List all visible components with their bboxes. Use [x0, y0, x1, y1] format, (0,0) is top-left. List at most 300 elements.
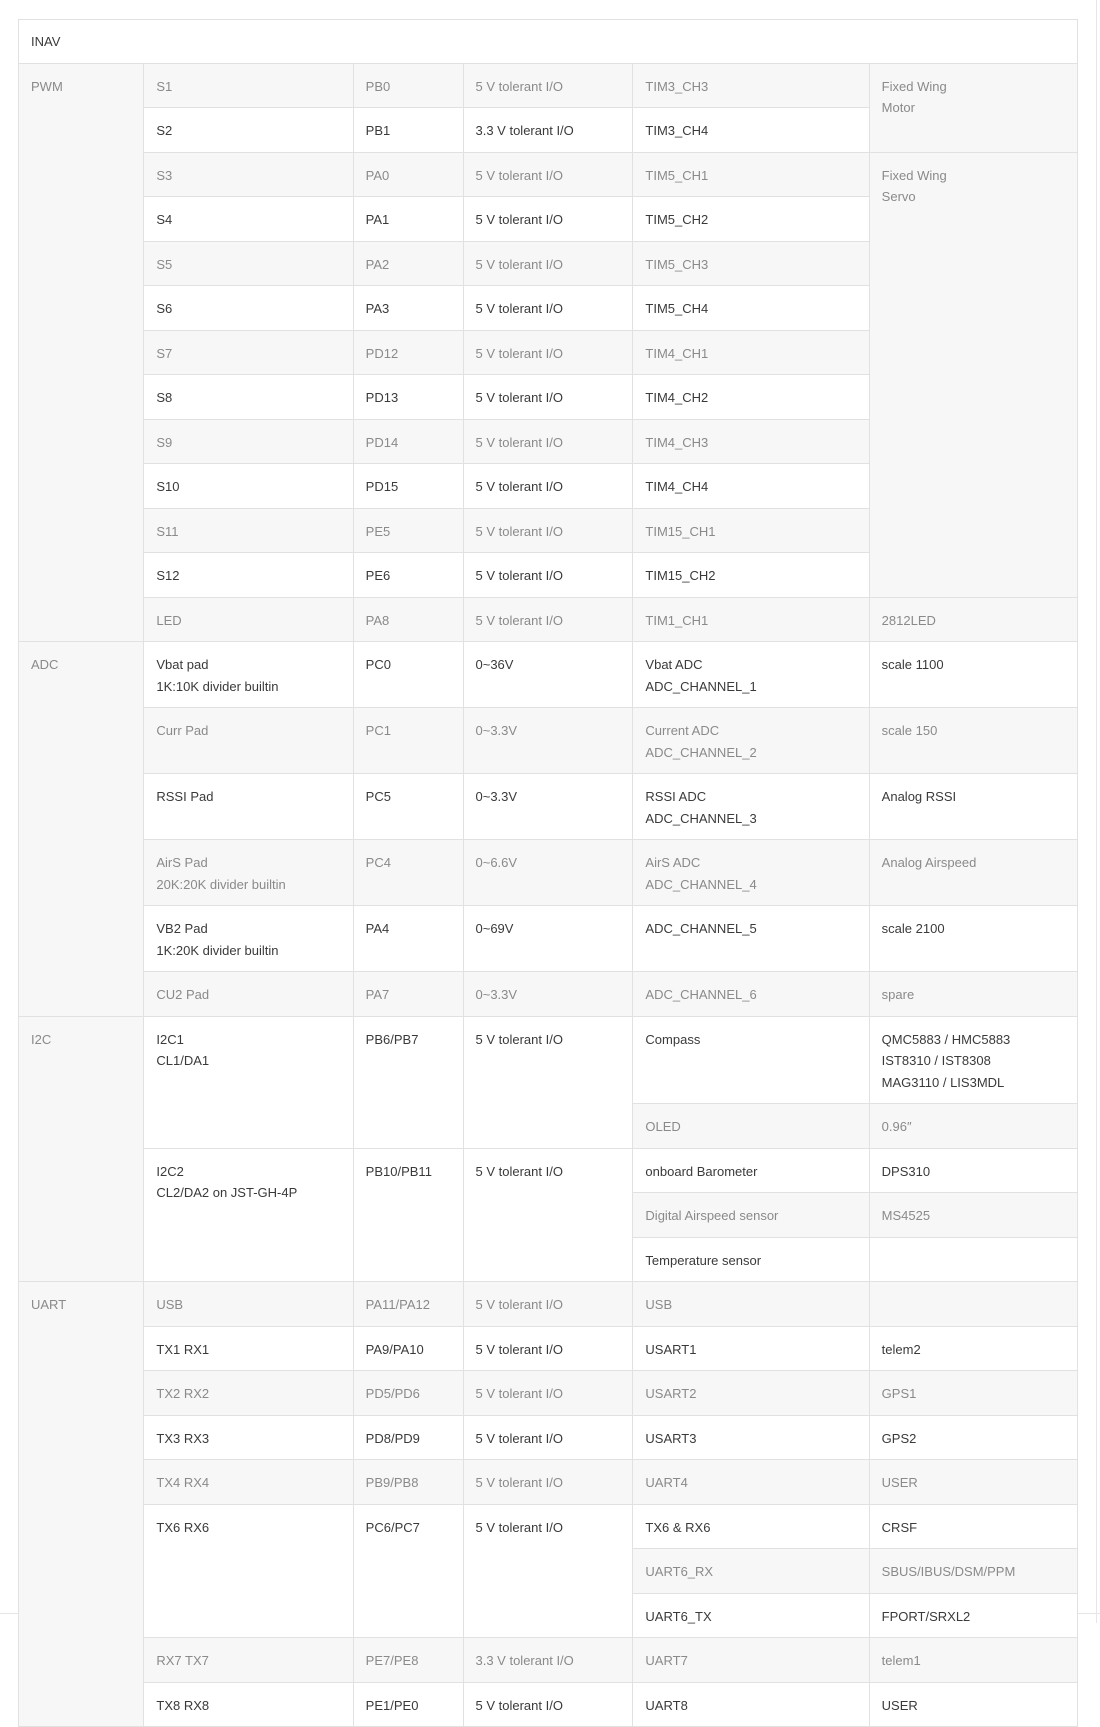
cell-text: S10	[156, 479, 180, 494]
usage-cell	[869, 840, 1077, 906]
cell-text: UART4	[645, 1475, 688, 1490]
cell-text: SBUS/IBUS/DSM/PPM	[881, 1564, 1016, 1579]
pin-cell	[353, 152, 463, 197]
cell-text: USB	[156, 1297, 184, 1312]
cell-text: S8	[156, 390, 173, 405]
cell-text: 5 V tolerant I/O	[475, 1031, 563, 1047]
cell-text: RSSI Pad	[156, 789, 214, 804]
table-row	[19, 972, 1078, 1017]
usage-cell	[869, 906, 1077, 972]
pin-cell	[144, 286, 353, 331]
cell-text: IST8310 / IST8308	[881, 1053, 991, 1068]
pin-cell	[353, 63, 463, 108]
cell-text: 1K:20K divider builtin	[156, 942, 279, 958]
cell-text: PE7/PE8	[365, 1653, 419, 1668]
table-row	[19, 1326, 1078, 1371]
usage-cell	[633, 241, 869, 286]
cell-text: CL1/DA1	[156, 1053, 210, 1068]
cell-text: 5 V tolerant I/O	[475, 1697, 563, 1713]
cell-text: Temperature sensor	[645, 1252, 762, 1268]
io-cell	[353, 508, 463, 553]
cell-text: PD5/PD6	[365, 1386, 420, 1401]
group-label: ADC	[31, 657, 59, 672]
name-cell	[144, 1415, 353, 1460]
usage-cell	[869, 972, 1077, 1017]
cell-text: PA7	[365, 987, 390, 1002]
function-cell	[463, 464, 633, 509]
function-cell	[463, 197, 633, 242]
io-cell	[463, 597, 633, 642]
cell-text: 5 V tolerant I/O	[475, 612, 563, 628]
cell-text: DPS310	[881, 1163, 931, 1179]
group-label: UART	[31, 1297, 67, 1312]
cell-text: PA4	[365, 921, 390, 936]
cell-text: PC5	[365, 789, 391, 804]
function-cell	[633, 1237, 869, 1282]
cell-text: MAG3110 / LIS3MDL	[881, 1074, 1005, 1090]
usage-cell	[869, 1549, 1077, 1594]
group-label-cell	[19, 1282, 144, 1727]
cell-text: AirS ADC	[645, 855, 701, 870]
cell-text: 5 V tolerant I/O	[475, 345, 563, 361]
cell-text: Analog Airspeed	[881, 855, 977, 870]
function-cell	[633, 774, 869, 840]
io-cell	[463, 152, 633, 197]
cell-text: PD14	[365, 434, 399, 450]
cell-text: PD15	[365, 479, 399, 494]
name-cell	[144, 1148, 353, 1282]
io-cell	[463, 1504, 633, 1638]
cell-text: ADC_CHANNEL_5	[645, 921, 757, 936]
cell-text: CRSF	[881, 1519, 918, 1535]
cell-text: PA8	[365, 612, 390, 628]
name-cell	[144, 597, 353, 642]
usage-cell	[633, 108, 869, 153]
cell-text: PB10/PB11	[365, 1163, 432, 1179]
io-cell	[353, 108, 463, 153]
table-title-row	[19, 20, 1078, 64]
group-label-cell	[19, 63, 144, 642]
cell-text: scale 1100	[881, 657, 944, 672]
table-row	[19, 1282, 1078, 1327]
cell-text: onboard Barometer	[645, 1163, 758, 1179]
function-cell	[633, 642, 869, 708]
io-cell	[353, 197, 463, 242]
table-row	[19, 1504, 1078, 1549]
pin-cell	[353, 1371, 463, 1416]
cell-text: TIM5_CH4	[645, 301, 709, 316]
pin-cell	[353, 1682, 463, 1727]
cell-text: PC0	[365, 657, 391, 672]
pin-cell	[353, 1504, 463, 1638]
table-row	[19, 906, 1078, 972]
cell-text: ADC_CHANNEL_6	[645, 987, 757, 1002]
cell-text: telem2	[881, 1341, 921, 1357]
io-cell	[463, 1282, 633, 1327]
cell-text: Current ADC	[645, 723, 720, 738]
cell-text: S1	[156, 78, 173, 94]
io-cell	[463, 1415, 633, 1460]
io-cell	[463, 1016, 633, 1148]
cell-text: Curr Pad	[156, 723, 209, 738]
cell-text: TIM5_CH2	[645, 212, 709, 227]
io-cell	[353, 553, 463, 598]
cell-text: VB2 Pad	[156, 921, 208, 936]
name-cell	[144, 1282, 353, 1327]
io-cell	[353, 419, 463, 464]
table-row	[19, 840, 1078, 906]
cell-text: TX4 RX4	[156, 1475, 210, 1490]
usage-cell	[633, 330, 869, 375]
function-cell	[633, 1549, 869, 1594]
function-cell	[633, 1193, 869, 1238]
name-cell	[144, 774, 353, 840]
pin-cell	[353, 708, 463, 774]
pin-cell	[353, 1282, 463, 1327]
cell-text: 5 V tolerant I/O	[475, 167, 563, 183]
usage-cell	[869, 1148, 1077, 1193]
pin-cell	[144, 419, 353, 464]
pin-cell	[353, 1326, 463, 1371]
io-cell	[353, 241, 463, 286]
usage-cell	[869, 774, 1077, 840]
cell-text: FPORT/SRXL2	[881, 1608, 971, 1624]
pin-cell	[144, 330, 353, 375]
name-cell	[144, 906, 353, 972]
cell-text: TIM4_CH4	[645, 479, 709, 494]
table-row	[19, 774, 1078, 840]
group-label: I2C	[31, 1031, 52, 1047]
function-cell	[633, 1326, 869, 1371]
cell-text: 0~3.3V	[475, 723, 518, 738]
cell-text: 3.3 V tolerant I/O	[475, 1653, 574, 1668]
cell-text: Vbat ADC	[645, 657, 703, 672]
table-row	[19, 63, 1078, 108]
cell-text: Motor	[881, 100, 915, 115]
function-cell	[633, 63, 869, 108]
cell-text: S7	[156, 345, 173, 361]
pin-cell	[144, 553, 353, 598]
pin-cell	[144, 197, 353, 242]
function-cell	[463, 286, 633, 331]
page-right-edge	[1096, 0, 1097, 1623]
cell-text: USER	[881, 1475, 918, 1490]
cell-text: 5 V tolerant I/O	[475, 212, 563, 227]
cell-text: PB6/PB7	[365, 1031, 419, 1047]
function-cell	[463, 508, 633, 553]
io-cell	[463, 708, 633, 774]
table-row	[19, 708, 1078, 774]
usage-cell	[869, 1193, 1077, 1238]
pin-cell	[353, 972, 463, 1017]
cell-text: 5 V tolerant I/O	[475, 390, 563, 405]
function-cell	[633, 906, 869, 972]
cell-text: PD8/PD9	[365, 1430, 420, 1446]
cell-text: 2812LED	[881, 612, 936, 628]
cell-text: 0.96″	[881, 1119, 912, 1134]
table-row	[19, 597, 1078, 642]
name-cell	[144, 1460, 353, 1505]
cell-text: PE1/PE0	[365, 1697, 419, 1713]
pin-cell	[353, 840, 463, 906]
function-cell	[633, 1682, 869, 1727]
cell-text: AirS Pad	[156, 855, 208, 870]
cell-text: ADC_CHANNEL_2	[645, 744, 757, 760]
cell-text: TX3 RX3	[156, 1430, 210, 1446]
name-cell	[144, 1016, 353, 1148]
cell-text: UART6_TX	[645, 1608, 712, 1624]
cell-text: 5 V tolerant I/O	[475, 1163, 563, 1179]
cell-text: PA0	[365, 167, 390, 183]
cell-text: 5 V tolerant I/O	[475, 523, 563, 539]
cell-text: 20K:20K divider builtin	[156, 876, 286, 892]
cell-text: TX6 RX6	[156, 1519, 210, 1535]
cell-text: Analog RSSI	[881, 789, 957, 804]
cell-text: Fixed Wing	[881, 167, 947, 183]
cell-text: S4	[156, 212, 173, 227]
cell-text: TX2 RX2	[156, 1386, 210, 1401]
pin-cell	[144, 108, 353, 153]
usage-cell	[869, 597, 1077, 642]
cell-text: Servo	[881, 189, 916, 204]
name-cell	[144, 152, 353, 197]
name-cell	[144, 972, 353, 1017]
usage-cell	[869, 63, 1077, 152]
io-cell	[353, 286, 463, 331]
function-cell	[633, 597, 869, 642]
cell-text: TIM1_CH1	[645, 612, 709, 628]
cell-text: USART1	[645, 1341, 697, 1357]
cell-text: ADC_CHANNEL_4	[645, 876, 757, 892]
cell-text: PA11/PA12	[365, 1297, 430, 1312]
cell-text: UART6_RX	[645, 1564, 714, 1579]
cell-text: 5 V tolerant I/O	[475, 301, 563, 316]
io-cell	[463, 1682, 633, 1727]
cell-text: GPS1	[881, 1386, 917, 1401]
usage-cell	[869, 1282, 1077, 1327]
cell-text: 5 V tolerant I/O	[475, 1475, 563, 1490]
group-label: PWM	[31, 78, 63, 94]
cell-text: 5 V tolerant I/O	[475, 78, 563, 94]
usage-cell	[869, 152, 1077, 597]
usage-cell	[869, 708, 1077, 774]
pin-cell	[353, 1415, 463, 1460]
function-cell	[463, 419, 633, 464]
cell-text: USB	[645, 1297, 673, 1312]
cell-text: S12	[156, 568, 180, 583]
cell-text: S5	[156, 256, 173, 272]
cell-text: USER	[881, 1697, 918, 1713]
cell-text: 1K:10K divider builtin	[156, 678, 279, 694]
cell-text: 0~3.3V	[475, 789, 518, 804]
io-cell	[463, 972, 633, 1017]
usage-cell	[633, 286, 869, 331]
cell-text: LED	[156, 612, 182, 628]
cell-text: PB0	[365, 78, 391, 94]
cell-text: PE5	[365, 523, 391, 539]
usage-cell	[633, 375, 869, 420]
function-cell	[463, 553, 633, 598]
pin-cell	[353, 597, 463, 642]
function-cell	[633, 1104, 869, 1149]
usage-cell	[869, 1237, 1077, 1282]
function-cell	[633, 1148, 869, 1193]
table-title: INAV	[19, 20, 1078, 64]
cell-text: TX8 RX8	[156, 1697, 210, 1713]
name-cell	[144, 1682, 353, 1727]
table-row	[19, 1016, 1078, 1104]
usage-cell	[869, 1504, 1077, 1549]
cell-text: S3	[156, 167, 173, 183]
cell-text: S11	[156, 523, 179, 539]
function-cell	[633, 972, 869, 1017]
cell-text: 0~6.6V	[475, 855, 518, 870]
cell-text: telem1	[881, 1653, 921, 1668]
cell-text: Vbat pad	[156, 657, 209, 672]
function-cell	[633, 840, 869, 906]
io-cell	[463, 840, 633, 906]
cell-text: TIM5_CH1	[645, 167, 709, 183]
cell-text: S9	[156, 434, 173, 450]
io-cell	[463, 1371, 633, 1416]
function-cell	[633, 1504, 869, 1549]
function-cell	[633, 1460, 869, 1505]
usage-cell	[869, 1682, 1077, 1727]
cell-text: TIM4_CH3	[645, 434, 709, 450]
io-cell	[463, 1148, 633, 1282]
cell-text: CL2/DA2 on JST-GH-4P	[156, 1185, 298, 1200]
cell-text: 0~3.3V	[475, 987, 518, 1002]
name-cell	[144, 63, 353, 108]
usage-cell	[633, 553, 869, 598]
function-cell	[463, 108, 633, 153]
cell-text: I2C2	[156, 1163, 184, 1179]
cell-text: 5 V tolerant I/O	[475, 479, 563, 494]
cell-text: PA3	[365, 301, 390, 316]
cell-text: MS4525	[881, 1208, 931, 1223]
pin-cell	[353, 1148, 463, 1282]
function-cell	[633, 1415, 869, 1460]
cell-text: PD13	[365, 390, 399, 405]
pin-cell	[353, 774, 463, 840]
group-label-cell	[19, 642, 144, 1017]
cell-text: Digital Airspeed sensor	[645, 1208, 779, 1223]
cell-text: scale 150	[881, 723, 938, 738]
usage-cell	[869, 642, 1077, 708]
io-cell	[353, 330, 463, 375]
pin-cell	[353, 642, 463, 708]
cell-text: TX6 & RX6	[645, 1519, 711, 1535]
cell-text: 5 V tolerant I/O	[475, 1386, 563, 1401]
cell-text: 0~69V	[475, 921, 514, 936]
cell-text: PE6	[365, 568, 391, 583]
cell-text: PC6/PC7	[365, 1519, 420, 1535]
cell-text: OLED	[645, 1119, 681, 1134]
io-cell	[463, 63, 633, 108]
function-cell	[463, 330, 633, 375]
pin-cell	[353, 1016, 463, 1148]
name-cell	[144, 708, 353, 774]
name-cell	[144, 1371, 353, 1416]
cell-text: PA2	[365, 256, 390, 272]
cell-text: TIM15_CH1	[645, 523, 716, 539]
cell-text: GPS2	[881, 1430, 917, 1446]
usage-cell	[633, 419, 869, 464]
pinout-table	[18, 19, 1078, 1727]
usage-cell	[869, 1371, 1077, 1416]
cell-text: TIM3_CH4	[645, 123, 709, 138]
name-cell	[144, 840, 353, 906]
cell-text: PC1	[365, 723, 391, 738]
pin-cell	[144, 375, 353, 420]
cell-text: 5 V tolerant I/O	[475, 568, 563, 583]
usage-cell	[869, 1593, 1077, 1638]
cell-text: S2	[156, 123, 173, 138]
cell-text: 5 V tolerant I/O	[475, 1519, 563, 1535]
cell-text: ADC_CHANNEL_3	[645, 810, 757, 826]
cell-text: 5 V tolerant I/O	[475, 1297, 563, 1312]
cell-text: USART2	[645, 1386, 697, 1401]
table-row	[19, 642, 1078, 708]
io-cell	[353, 464, 463, 509]
cell-text: scale 2100	[881, 921, 945, 936]
cell-text: TIM4_CH1	[645, 345, 709, 361]
function-cell	[463, 241, 633, 286]
function-cell	[633, 1593, 869, 1638]
cell-text: CU2 Pad	[156, 987, 210, 1002]
io-cell	[353, 375, 463, 420]
function-cell	[633, 152, 869, 197]
cell-text: 5 V tolerant I/O	[475, 1430, 563, 1446]
pin-cell	[144, 464, 353, 509]
cell-text: RSSI ADC	[645, 789, 707, 804]
cell-text: TIM4_CH2	[645, 390, 709, 405]
usage-cell	[633, 464, 869, 509]
cell-text: UART8	[645, 1697, 688, 1713]
cell-text: PD12	[365, 345, 399, 361]
cell-text: Fixed Wing	[881, 78, 947, 94]
cell-text: PA9/PA10	[365, 1341, 424, 1357]
usage-cell	[633, 197, 869, 242]
usage-cell	[869, 1016, 1077, 1104]
table-row	[19, 1148, 1078, 1193]
name-cell	[144, 642, 353, 708]
pin-cell	[144, 241, 353, 286]
cell-text: PA1	[365, 212, 390, 227]
pin-cell	[353, 1638, 463, 1683]
name-cell	[144, 1504, 353, 1638]
usage-cell	[633, 508, 869, 553]
pin-cell	[353, 1460, 463, 1505]
cell-text: RX7 TX7	[156, 1653, 209, 1668]
cell-text: ADC_CHANNEL_1	[645, 678, 757, 694]
io-cell	[463, 642, 633, 708]
cell-text: PB9/PB8	[365, 1475, 419, 1490]
pin-cell	[144, 508, 353, 553]
usage-cell	[869, 1415, 1077, 1460]
table-row	[19, 1638, 1078, 1683]
cell-text: 3.3 V tolerant I/O	[475, 123, 574, 138]
io-cell	[463, 1460, 633, 1505]
table-row	[19, 1371, 1078, 1416]
cell-text: TIM3_CH3	[645, 78, 709, 94]
function-cell	[633, 1371, 869, 1416]
usage-cell	[869, 1460, 1077, 1505]
cell-text: I2C1	[156, 1031, 184, 1047]
usage-cell	[869, 1638, 1077, 1683]
function-cell	[633, 1282, 869, 1327]
table-row	[19, 152, 1078, 197]
